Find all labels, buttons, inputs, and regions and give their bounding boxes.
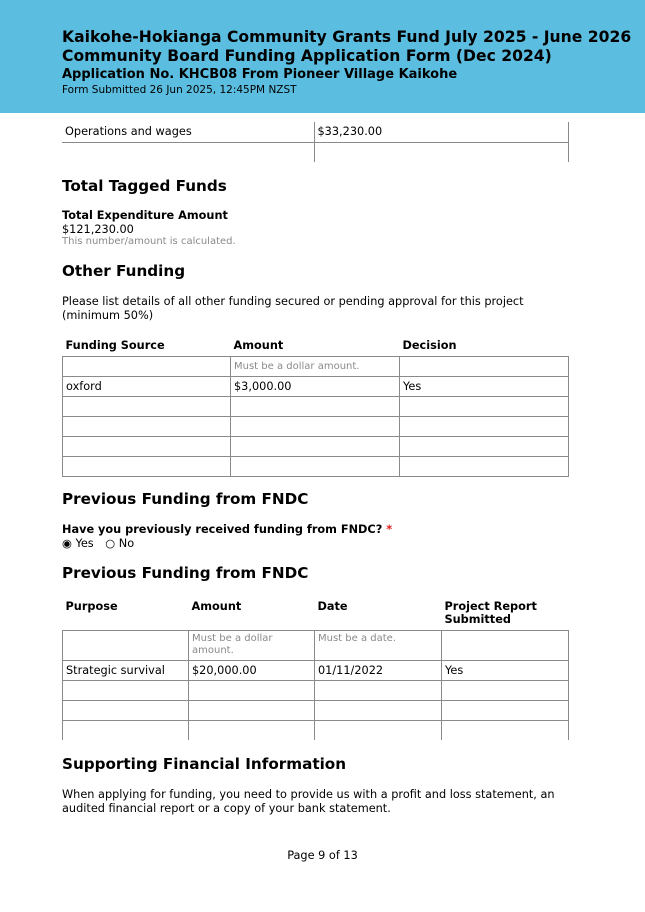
empty-cell [63,720,189,740]
supporting-text: When applying for funding, you need to provide us with a profit and loss statement, an audited financial report or a copy of your bank statement. [62,788,555,815]
table-row [62,142,568,162]
table-row [62,122,568,142]
table-row [63,416,569,436]
empty-cell [189,720,315,740]
column-header: Amount [191,600,242,613]
radio-yes[interactable] [62,537,94,550]
other-funding-table [62,334,569,477]
column-header: Decision [402,339,457,352]
other-funding-heading: Other Funding [62,262,186,280]
previous-funding-question [62,523,392,537]
empty-cell [189,680,315,700]
calculated-hint: This number/amount is calculated. [62,236,236,247]
form-header [0,0,645,113]
budget-item-cell: Operations and wages [62,122,314,142]
total-expenditure-value: $121,230.00 [62,223,134,236]
date-cell: 01/11/2022 [315,660,442,680]
decision-input[interactable] [400,356,569,376]
date-input[interactable]: Must be a date. [315,630,442,660]
application-number: Application No. KHCB08 From Pioneer Village Kaikohe [62,67,458,82]
empty-cell [315,680,442,700]
empty-cell [231,396,400,416]
other-funding-description: Please list details of all other funding secured or pending approval for this project (minimum 50%) [62,295,524,322]
supporting-heading: Supporting Financial Information [62,755,347,773]
empty-cell [400,416,569,436]
previous-funding-heading: Previous Funding from FNDC [62,490,309,508]
purpose-input[interactable] [63,630,189,660]
empty-cell [231,456,400,476]
table-row [63,376,569,396]
radio-no[interactable] [105,537,134,550]
submitted-date: Form Submitted 26 Jun 2025, 12:45PM NZST [62,84,297,96]
decision-cell: Yes [400,376,569,396]
empty-cell [63,700,189,720]
radio-yes-label: Yes [75,537,94,550]
empty-cell [315,720,442,740]
column-header: Project Report Submitted [444,600,537,626]
empty-cell [63,436,231,456]
empty-cell [442,680,569,700]
empty-cell [63,416,231,436]
budget-amount-cell [314,142,568,162]
column-header: Date [317,600,348,613]
previous-funding-table-heading: Previous Funding from FNDC [62,564,309,582]
funding-source-input[interactable] [63,356,231,376]
total-tagged-heading: Total Tagged Funds [62,177,227,195]
form-title-line1: Kaikohe-Hokianga Community Grants Fund July 2025 - June 2026 [62,28,632,46]
amount-input[interactable]: Must be a dollar amount. [189,630,315,660]
radio-unselected-icon: ○ [105,537,116,550]
report-submitted-cell: Yes [442,660,569,680]
empty-cell [63,680,189,700]
amount-cell: $3,000.00 [231,376,400,396]
table-row [63,660,569,680]
report-submitted-input[interactable] [442,630,569,660]
empty-cell [442,720,569,740]
form-title-line2: Community Board Funding Application Form (Dec 2024) [62,47,552,65]
previous-funding-table [62,595,569,740]
table-row [63,396,569,416]
table-row [63,700,569,720]
empty-cell [63,456,231,476]
budget-amount-cell: $33,230.00 [314,122,568,142]
table-row [63,720,569,740]
amount-input[interactable]: Must be a dollar amount. [231,356,400,376]
table-row [63,680,569,700]
empty-cell [189,700,315,720]
empty-cell [442,700,569,720]
budget-item-cell [62,142,314,162]
radio-no-label: No [118,537,135,550]
column-header: Funding Source [65,339,165,352]
budget-table [62,122,569,162]
column-header: Amount [233,339,284,352]
empty-cell [231,436,400,456]
empty-cell [400,396,569,416]
empty-cell [400,456,569,476]
funding-source-cell: oxford [63,376,231,396]
radio-selected-icon: ◉ [62,537,72,550]
total-expenditure-label: Total Expenditure Amount [62,209,228,222]
empty-cell [231,416,400,436]
previous-funding-radio-group [62,537,142,551]
column-header: Purpose [65,600,118,613]
table-row [63,356,569,376]
amount-cell: $20,000.00 [189,660,315,680]
table-row [63,456,569,476]
empty-cell [315,700,442,720]
empty-cell [63,396,231,416]
table-row [63,436,569,456]
purpose-cell: Strategic survival [63,660,189,680]
question-text: Have you previously received funding from FNDC? [62,523,383,536]
empty-cell [400,436,569,456]
required-marker: * [386,523,393,536]
page-number: Page 9 of 13 [287,849,358,862]
table-row [63,630,569,660]
